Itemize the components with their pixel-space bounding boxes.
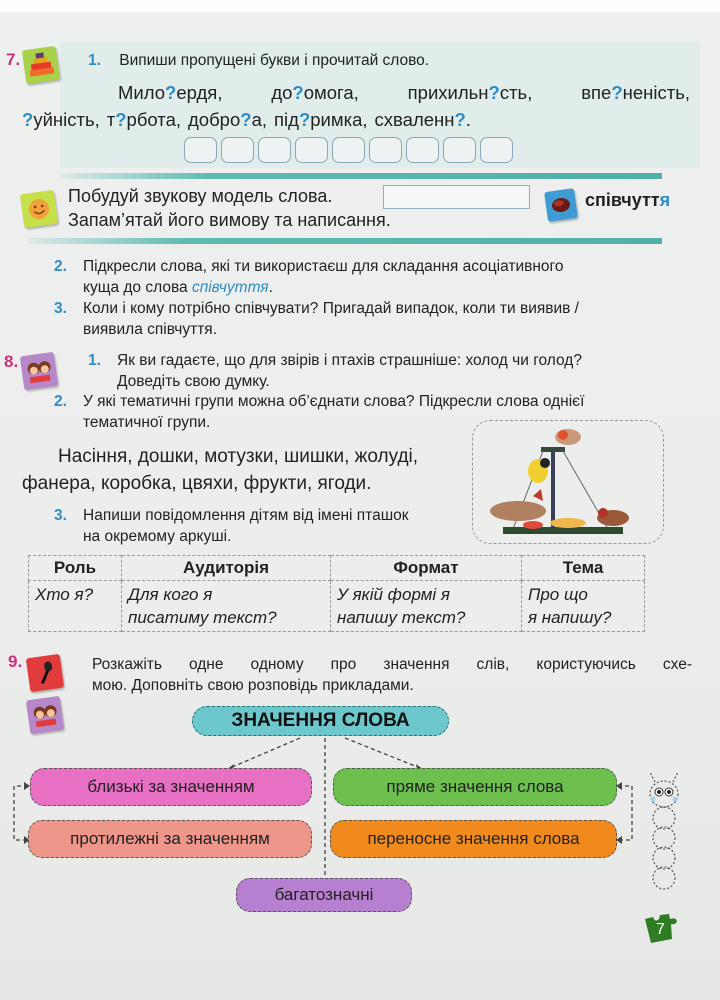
dictionary-word-main: співчутт — [585, 190, 660, 210]
missing-letter-mark: ? — [165, 82, 177, 103]
cell-line: Про що — [528, 585, 588, 604]
missing-letter-mark: ? — [115, 109, 127, 130]
sound-model-line-1: Побудуй звукову модель слова. — [68, 186, 333, 206]
page-number-badge — [643, 913, 681, 947]
two-kids-sticker-icon — [20, 352, 58, 390]
letter-box[interactable] — [406, 137, 439, 163]
table-cell — [522, 581, 645, 632]
task-number: 1. — [88, 352, 101, 369]
cell-line: я напишу? — [528, 608, 612, 627]
letter-box[interactable] — [295, 137, 328, 163]
divider-bar-top — [60, 173, 662, 179]
cell-line: Хто я? — [35, 585, 94, 604]
word-with-missing-letter: до?омога, — [271, 82, 359, 103]
task-text: на окремому аркуші. — [83, 528, 232, 545]
task-text: Коли і кому потрібно співчувати? Пригадай випадок, коли ти виявив / — [83, 300, 579, 317]
word-with-missing-letter: під?римка, — [274, 109, 368, 130]
sound-model-instruction — [68, 184, 391, 232]
dictionary-word-stressed-letter: я — [659, 190, 671, 210]
missing-letter-mark: ? — [292, 82, 304, 103]
exercise-9-number: 9. — [8, 652, 23, 671]
letter-box[interactable] — [258, 137, 291, 163]
table-cell — [331, 581, 522, 632]
word-list-line-1: Насіння, дошки, мотузки, шишки, жолуді, — [58, 446, 419, 467]
word-list-line-2: фанера, коробка, цвяхи, фрукти, ягоди. — [22, 473, 372, 494]
task-2-block — [54, 256, 694, 298]
missing-letter-mark: ? — [298, 109, 311, 130]
pyramid-toy-sticker-icon — [22, 46, 60, 84]
table-header-cell: Роль — [29, 556, 122, 581]
word-with-missing-letter: добро?а, — [188, 109, 268, 130]
microphone-sticker-icon — [26, 654, 64, 692]
word-with-missing-letter: т?рбота, — [106, 109, 181, 130]
task-text: Підкресли слова, які ти використаєш для складання асоціативного — [83, 258, 564, 275]
diagram-title: ЗНАЧЕННЯ СЛОВА — [192, 706, 449, 736]
word-with-missing-letter: схваленн?. — [374, 109, 471, 130]
table-header-cell: Тема — [522, 556, 645, 581]
word-with-missing-letter: Мило?ердя, — [118, 82, 223, 103]
exercise-7-task-1 — [88, 50, 429, 71]
task-text: виявила співчуття. — [83, 321, 217, 338]
highlighted-word: співчуття — [191, 279, 269, 296]
diagram-node-literal-meaning: пряме значення слова — [333, 768, 617, 806]
table-header-cell: Аудиторія — [122, 556, 331, 581]
sound-model-line-2: Запам’ятай його вимову та написання. — [68, 210, 391, 230]
top-margin — [0, 0, 720, 12]
cell-line: Для кого я — [128, 585, 213, 604]
letter-box[interactable] — [332, 137, 365, 163]
instruction-line-2: мою. Доповніть свою розповідь прикладами. — [92, 677, 414, 694]
missing-letter-mark: ? — [454, 109, 466, 130]
task-number: 3. — [54, 507, 67, 524]
answer-letter-boxes — [184, 137, 513, 163]
page-number: 7 — [656, 921, 665, 938]
word-list — [22, 443, 418, 497]
letter-box[interactable] — [221, 137, 254, 163]
task-text: Напиши повідомлення дітям від імені пташок — [83, 507, 409, 524]
table-cell — [29, 581, 122, 632]
diagram-node-polysemous: багатозначні — [236, 878, 412, 912]
letter-box[interactable] — [443, 137, 476, 163]
missing-letter-mark: ? — [22, 109, 34, 130]
diagram-node-synonyms: близькі за значенням — [30, 768, 312, 806]
task-number: 2. — [54, 393, 67, 410]
task-text: Як ви гадаєте, що для звірів і птахів страшніше: холод чи голод? — [117, 352, 582, 369]
cell-line: напишу текст? — [337, 608, 466, 627]
task-3-block — [54, 298, 694, 340]
cell-line — [35, 606, 115, 629]
task-number: 2. — [54, 258, 67, 275]
exercise-8-task-1 — [88, 350, 698, 392]
missing-letter-mark: ? — [488, 82, 500, 103]
cell-line: У якій формі я — [337, 585, 450, 604]
letter-box[interactable] — [480, 137, 513, 163]
letter-box[interactable] — [369, 137, 402, 163]
task-text: тематичної групи. — [83, 414, 211, 431]
table-cell — [122, 581, 331, 632]
cell-line: писатиму текст? — [128, 608, 277, 627]
divider-bar-bottom — [28, 238, 662, 244]
table-row — [29, 581, 645, 632]
instruction-line-1: Розкажіть одне одному про значення слів, користуючись схе- — [92, 656, 692, 673]
diagram-node-antonyms: протилежні за значенням — [28, 820, 312, 858]
missing-letters-line-2 — [22, 107, 471, 133]
birds-on-feeder-illustration — [472, 420, 664, 544]
writing-plan-table — [28, 555, 645, 632]
word-with-missing-letter: ?уйність, — [22, 109, 100, 130]
missing-letter-mark: ? — [611, 82, 623, 103]
missing-letter-mark: ? — [240, 109, 252, 130]
task-text: куща до слова — [83, 279, 192, 296]
task-text: У які тематичні групи можна об’єднати слова? Підкресли слова однієї — [83, 393, 585, 410]
letter-box[interactable] — [184, 137, 217, 163]
book-sticker-icon — [544, 188, 578, 222]
word-with-missing-letter: прихильн?сть, — [407, 82, 533, 103]
table-header-cell: Формат — [331, 556, 522, 581]
diagram-node-figurative-meaning: переносне значення слова — [330, 820, 617, 858]
exercise-7-number: 7. — [6, 50, 21, 69]
exercise-8-number: 8. — [4, 352, 19, 371]
table-header-row — [29, 556, 645, 581]
task-text: Випиши пропущені букви і прочитай слово. — [119, 52, 430, 69]
two-kids-sticker-icon — [26, 696, 64, 734]
dictionary-word — [585, 190, 670, 211]
task-number: 3. — [54, 300, 67, 317]
exercise-8-task-3 — [54, 505, 409, 547]
task-text: . — [268, 279, 273, 296]
smiley-sticker-icon — [20, 190, 58, 228]
task-number: 1. — [88, 52, 101, 69]
missing-letters-line-1 — [118, 80, 690, 106]
caterpillar-doodle-icon — [640, 770, 690, 900]
word-with-missing-letter: впе?неність, — [581, 82, 690, 103]
exercise-9-instruction — [92, 654, 692, 696]
sound-model-input-box[interactable] — [383, 185, 530, 209]
task-text: Доведіть свою думку. — [117, 373, 270, 390]
